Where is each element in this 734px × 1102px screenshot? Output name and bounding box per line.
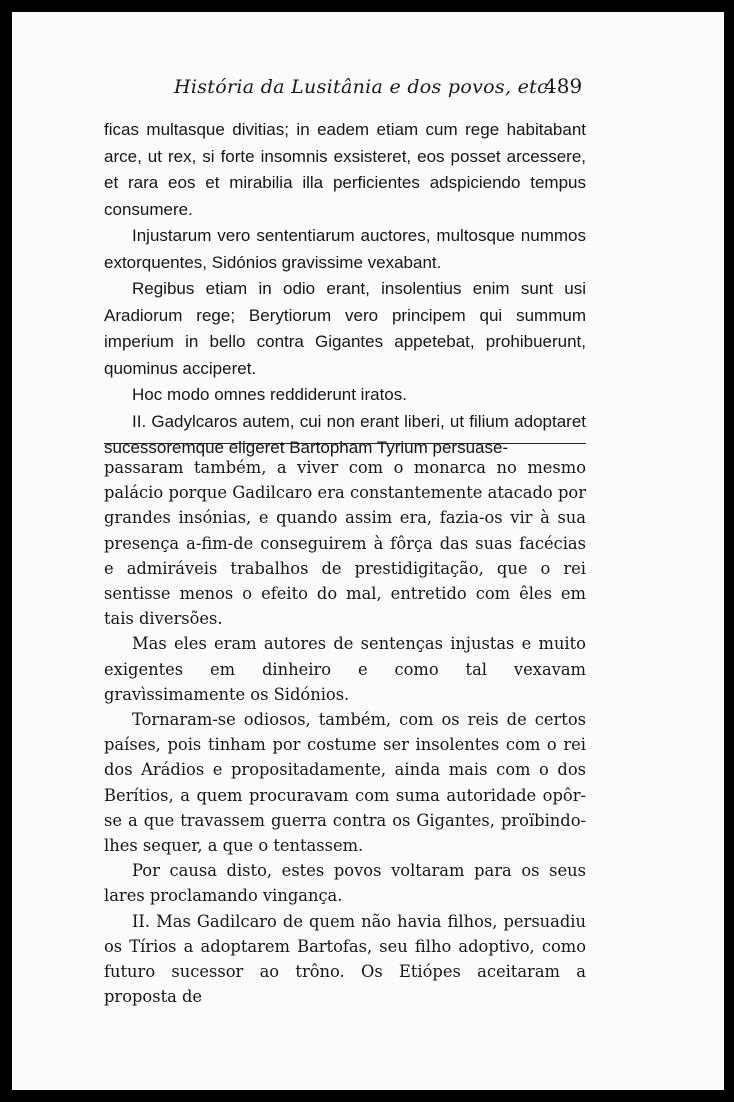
portuguese-paragraph: Tornaram-se odiosos, também, com os reis de certos países, pois tinham por costume ser insolentes com o rei dos Arádios e propositadamente, ainda mais com o dos Berítios, a quem procuravam com suma autoridade opôr-se a que travassem guerra contra os Gigantes, proïbindo-lhes sequer, a que o tentassem. (104, 710, 586, 856)
latin-paragraph: Regibus etiam in odio erant, insolentius enim sunt usi Aradiorum rege; Berytiorum vero principem qui summum imperium in bello contra Gigantes appetebat, prohibuerunt, quominus acciperet. (104, 279, 586, 378)
latin-paragraph: Injustarum vero sententiarum auctores, multosque nummos extorquentes, Sidónios gravissime vexabant. (104, 226, 586, 272)
running-title: História da Lusitânia e dos povos, etc. (174, 76, 555, 98)
portuguese-paragraph: II. Mas Gadilcaro de quem não havia filhos, persuadiu os Tírios a adoptarem Bartofas, seu filho adoptivo, como futuro sucessor ao trôno. Os Etiópes aceitaram a proposta de (104, 911, 586, 1007)
latin-paragraph: Hoc modo omnes reddiderunt iratos. (132, 385, 407, 404)
portuguese-paragraph: Mas eles eram autores de sentenças injustas e muito exigentes em dinheiro e como tal vexavam gravìssimamente os Sidónios. (104, 634, 586, 704)
book-page (12, 12, 724, 1090)
latin-paragraph: ficas multasque divitias; in eadem etiam cum rege habitabant arce, ut rex, si forte insomnis exsisteret, eos posset arcessere, et rara eos et mirabilia illa perficientes adspiciendo tempus consumere. (104, 120, 586, 219)
portuguese-paragraph: passaram também, a viver com o monarca no mesmo palácio porque Gadilcaro era constantemente atacado por grandes insónias, e quando assim era, fazia-os vir à sua presença a-fim-de conseguirem à fôrça das suas facécias e admiráveis trabalhos de prestidigitação, que o rei sentisse menos o efeito do mal, entretido com êles em tais diversões. (104, 458, 586, 629)
portuguese-text-block (104, 455, 586, 1009)
page-number: 489 (544, 74, 583, 98)
page-header (12, 72, 724, 102)
section-divider (104, 443, 586, 444)
latin-paragraph: II. Gadylcaros autem, cui non erant liberi, ut filium adoptaret sucessoremque eligeret Bartopham Tyrium persuase- (104, 411, 586, 457)
latin-text-block (104, 117, 586, 462)
portuguese-paragraph: Por causa disto, estes povos voltaram para os seus lares proclamando vingança. (104, 861, 586, 906)
